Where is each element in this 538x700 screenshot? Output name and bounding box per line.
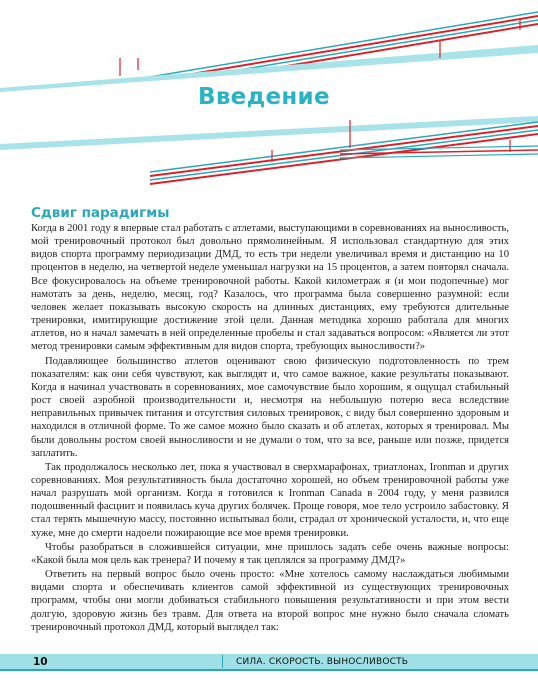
running-book-title: СИЛА. СКОРОСТЬ. ВЫНОСЛИВОСТЬ (236, 657, 409, 667)
chapter-title: Введение (198, 84, 330, 110)
footer-rule (0, 669, 538, 671)
paragraph: Когда в 2001 году я впервые стал работать с атлетами, выступающими в соревнованиях на выносливость, мой тренировочный протокол был довольно прямолинейным. Я использовал стандартную для этих видов спорта программу периодизации ДМД, то есть три недели увеличивал время и дистанцию на 10 процентов в неделю, на четвертой неделе уменьшал нагрузки на 15 процентов, а затем повторял сначала. Все фокусировалось на объеме тренировочной работы. Какой километраж я (и мои подопечные) мог намотать за день, неделю, месяц, год? Казалось, что программа была совершенно разумной: если человек желает показывать высокую скорость на длинных дистанциях, ему требуются длительные тренировки, имитирующие достижение этой цели. Данная методика хорошо работала для многих атлетов, но я начал замечать в ней определенные пробелы и стал задаваться вопросом: «Является ли этот метод тренировки самым эффективным для видов спорта, требующих выносливости?» (31, 223, 509, 353)
body-text (31, 222, 509, 635)
section-heading: Сдвиг парадигмы (31, 205, 170, 221)
paragraph: Чтобы разобраться в сложившейся ситуации, мне пришлось задать себе очень важные вопросы: «Какой была моя цель как тренера? И почему я так цеплялся за программу ДМД?» (31, 541, 509, 566)
paragraph: Подавляющее большинство атлетов оценивают свою физическую подготовленность по трем показателям: как они себя чувствуют, как выглядят и, что самое важное, какие результаты показывают. Когда я начинал участвовать в соревнованиях, мое самочувствие было хорошим, я ощущал стабильный рост своей аэробной производительности и, несмотря на небольшую потерю веса вследствие неправильных привычек питания и отсутствия силовых тренировок, с виду был совершенно здоровым и находился в отличной форме. То же самое можно было сказать и об атлетах, которых я тренировал. Мы были довольны ростом своей выносливости и не думали о том, что за все, раньше или позже, придется заплатить. (31, 355, 509, 459)
paragraph: Ответить на первый вопрос было очень просто: «Мне хотелось самому наслаждаться любимыми видами спорта и обеспечивать клиентов самой эффективной из существующих тренировочных программ, чтобы они могли добиваться стабильного повышения результативности и при этом вести долгую, здоровую жизнь без травм. Для ответа на второй вопрос мне нужно было сначала сломать тренировочный протокол ДМД, который выглядел так: (31, 569, 509, 633)
footer-divider (222, 655, 223, 668)
page-number: 10 (33, 656, 48, 668)
paragraph: Так продолжалось несколько лет, пока я участвовал в сверхмарафонах, триатлонах, Ironman и других соревнованиях. Моя результативность была достаточно хорошей, но объем тренировочной работы уже начал разрушать мой организм. Когда я готовился к Ironman Canada в 2004 году, у меня развился подошвенный фасциит и появилась куча других болячек. Проще говоря, мое тело устроило забастовку. Я стал терять мышечную массу, постоянно испытывал боли, страдал от хронической усталости, и, что еще хуже, мне до смерти надоели пожирающие все мое время тренировки. (31, 461, 509, 539)
